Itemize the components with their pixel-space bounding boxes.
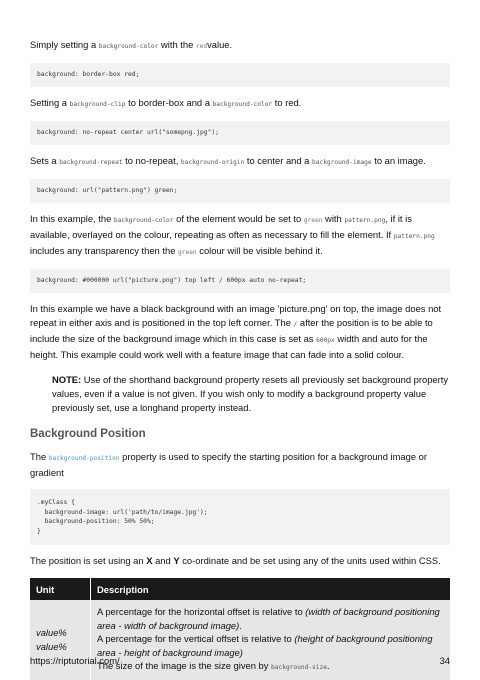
paragraph-coordinates [30, 554, 450, 568]
text: value. [207, 39, 233, 50]
text: property is used to specify the starting position for a background image or gradient [30, 451, 428, 478]
text: with [322, 213, 345, 224]
code-block-2: background: no-repeat center url("somepng.jpg"); [30, 121, 450, 145]
inline-code: background-repeat [59, 159, 123, 166]
text: A percentage for the horizontal offset is relative to [97, 606, 306, 617]
inline-code: background-color [98, 43, 159, 50]
table-header-row [30, 578, 450, 600]
inline-code: background-color [113, 217, 174, 224]
paragraph-black-background-example [30, 302, 450, 362]
text: In this example we have a black background with an image 'picture.png' on top, the image does not repeat in either axis and is positioned in the top left corner. The [30, 303, 442, 328]
text: to no-repeat, [122, 155, 181, 166]
inline-code: background-size [271, 664, 327, 671]
section-heading: Background Position [30, 428, 146, 440]
text: Simply setting a [30, 39, 99, 50]
text: of the element would be set to [173, 213, 304, 224]
cell-unit: value% value% [30, 600, 91, 680]
page-number: 34 [439, 655, 450, 666]
header-unit: Unit [30, 578, 91, 600]
bold-y: Y [173, 555, 180, 566]
inline-code: 600px [316, 337, 335, 344]
cell-description [91, 600, 451, 680]
paragraph-background-clip [30, 96, 450, 112]
footer-url[interactable]: https://riptutorial.com/ [30, 655, 120, 666]
code-block-1: background: border-box red; [30, 63, 450, 87]
inline-code: background-color [212, 101, 273, 108]
header-description: Description [91, 578, 451, 600]
text: . [239, 619, 242, 631]
text: Sets a [30, 155, 60, 166]
text: to red. [272, 97, 302, 108]
inline-code: pattern.png [344, 217, 386, 224]
inline-code: background-image [312, 159, 372, 166]
note-block [52, 373, 450, 415]
note-text: Use of the shorthand background property resets all previously set background property values, even if a value is not given. If you wish only to modify a background property value previously set, use a longhand property instead. [52, 374, 449, 413]
inline-code: background-clip [69, 101, 126, 108]
inline-code: red [195, 43, 208, 50]
paragraph-pattern-example [30, 212, 450, 260]
text: , if it is available, overlayed on the colour, repeating as often as necessary to fill the element. If [30, 213, 412, 240]
text: The [30, 451, 49, 462]
text: A percentage for the vertical offset is relative to [97, 633, 295, 644]
text: to center and a [244, 155, 313, 166]
text: width and auto for the height. This example could work well with a feature image that can fade into a solid colour. [30, 333, 428, 360]
inline-code-link[interactable]: background-position [48, 455, 120, 462]
text: after the position is to be able to include the size of the background image which in this case is set as [30, 317, 433, 344]
inline-code: / [293, 321, 298, 328]
text: The position is set using an [30, 555, 147, 566]
text: to an image. [371, 155, 426, 166]
inline-code: pattern.png [393, 233, 435, 240]
text: The size of the image is the size given by [97, 660, 272, 671]
code-block-3: background: url("pattern.png") green; [30, 179, 450, 203]
note-label: NOTE: [52, 374, 82, 385]
code-block-4: background: #000000 url("picture.png") top left / 600px auto no-repeat; [30, 269, 450, 293]
page-footer [30, 655, 450, 666]
text: In this example, the [30, 213, 114, 224]
italic-text: (width of background positioning area - width of background image) [97, 606, 440, 631]
code-block-5: .myClass { background-image: url('path/to/image.jpg'); background-position: 50% 50%; } [30, 489, 450, 545]
text: with the [158, 39, 196, 50]
text: Setting a [30, 97, 70, 108]
text: includes any transparency then the [30, 245, 179, 256]
inline-code: background-origin [180, 159, 245, 166]
inline-code: green [178, 249, 197, 256]
paragraph-background-repeat [30, 154, 450, 170]
table-row [30, 600, 450, 680]
italic-text: (height of background positioning area - height of background image) [97, 633, 433, 658]
text: . [326, 660, 330, 671]
bold-x: X [146, 555, 153, 566]
text: to border-box and a [125, 97, 213, 108]
paragraph-background-position [30, 450, 450, 480]
text: colour will be visible behind it. [196, 245, 323, 256]
paragraph-background-color [30, 38, 450, 54]
inline-code: green [303, 217, 323, 224]
text: and [152, 555, 174, 566]
text: co-ordinate and be set using any of the units used within CSS. [179, 555, 441, 566]
